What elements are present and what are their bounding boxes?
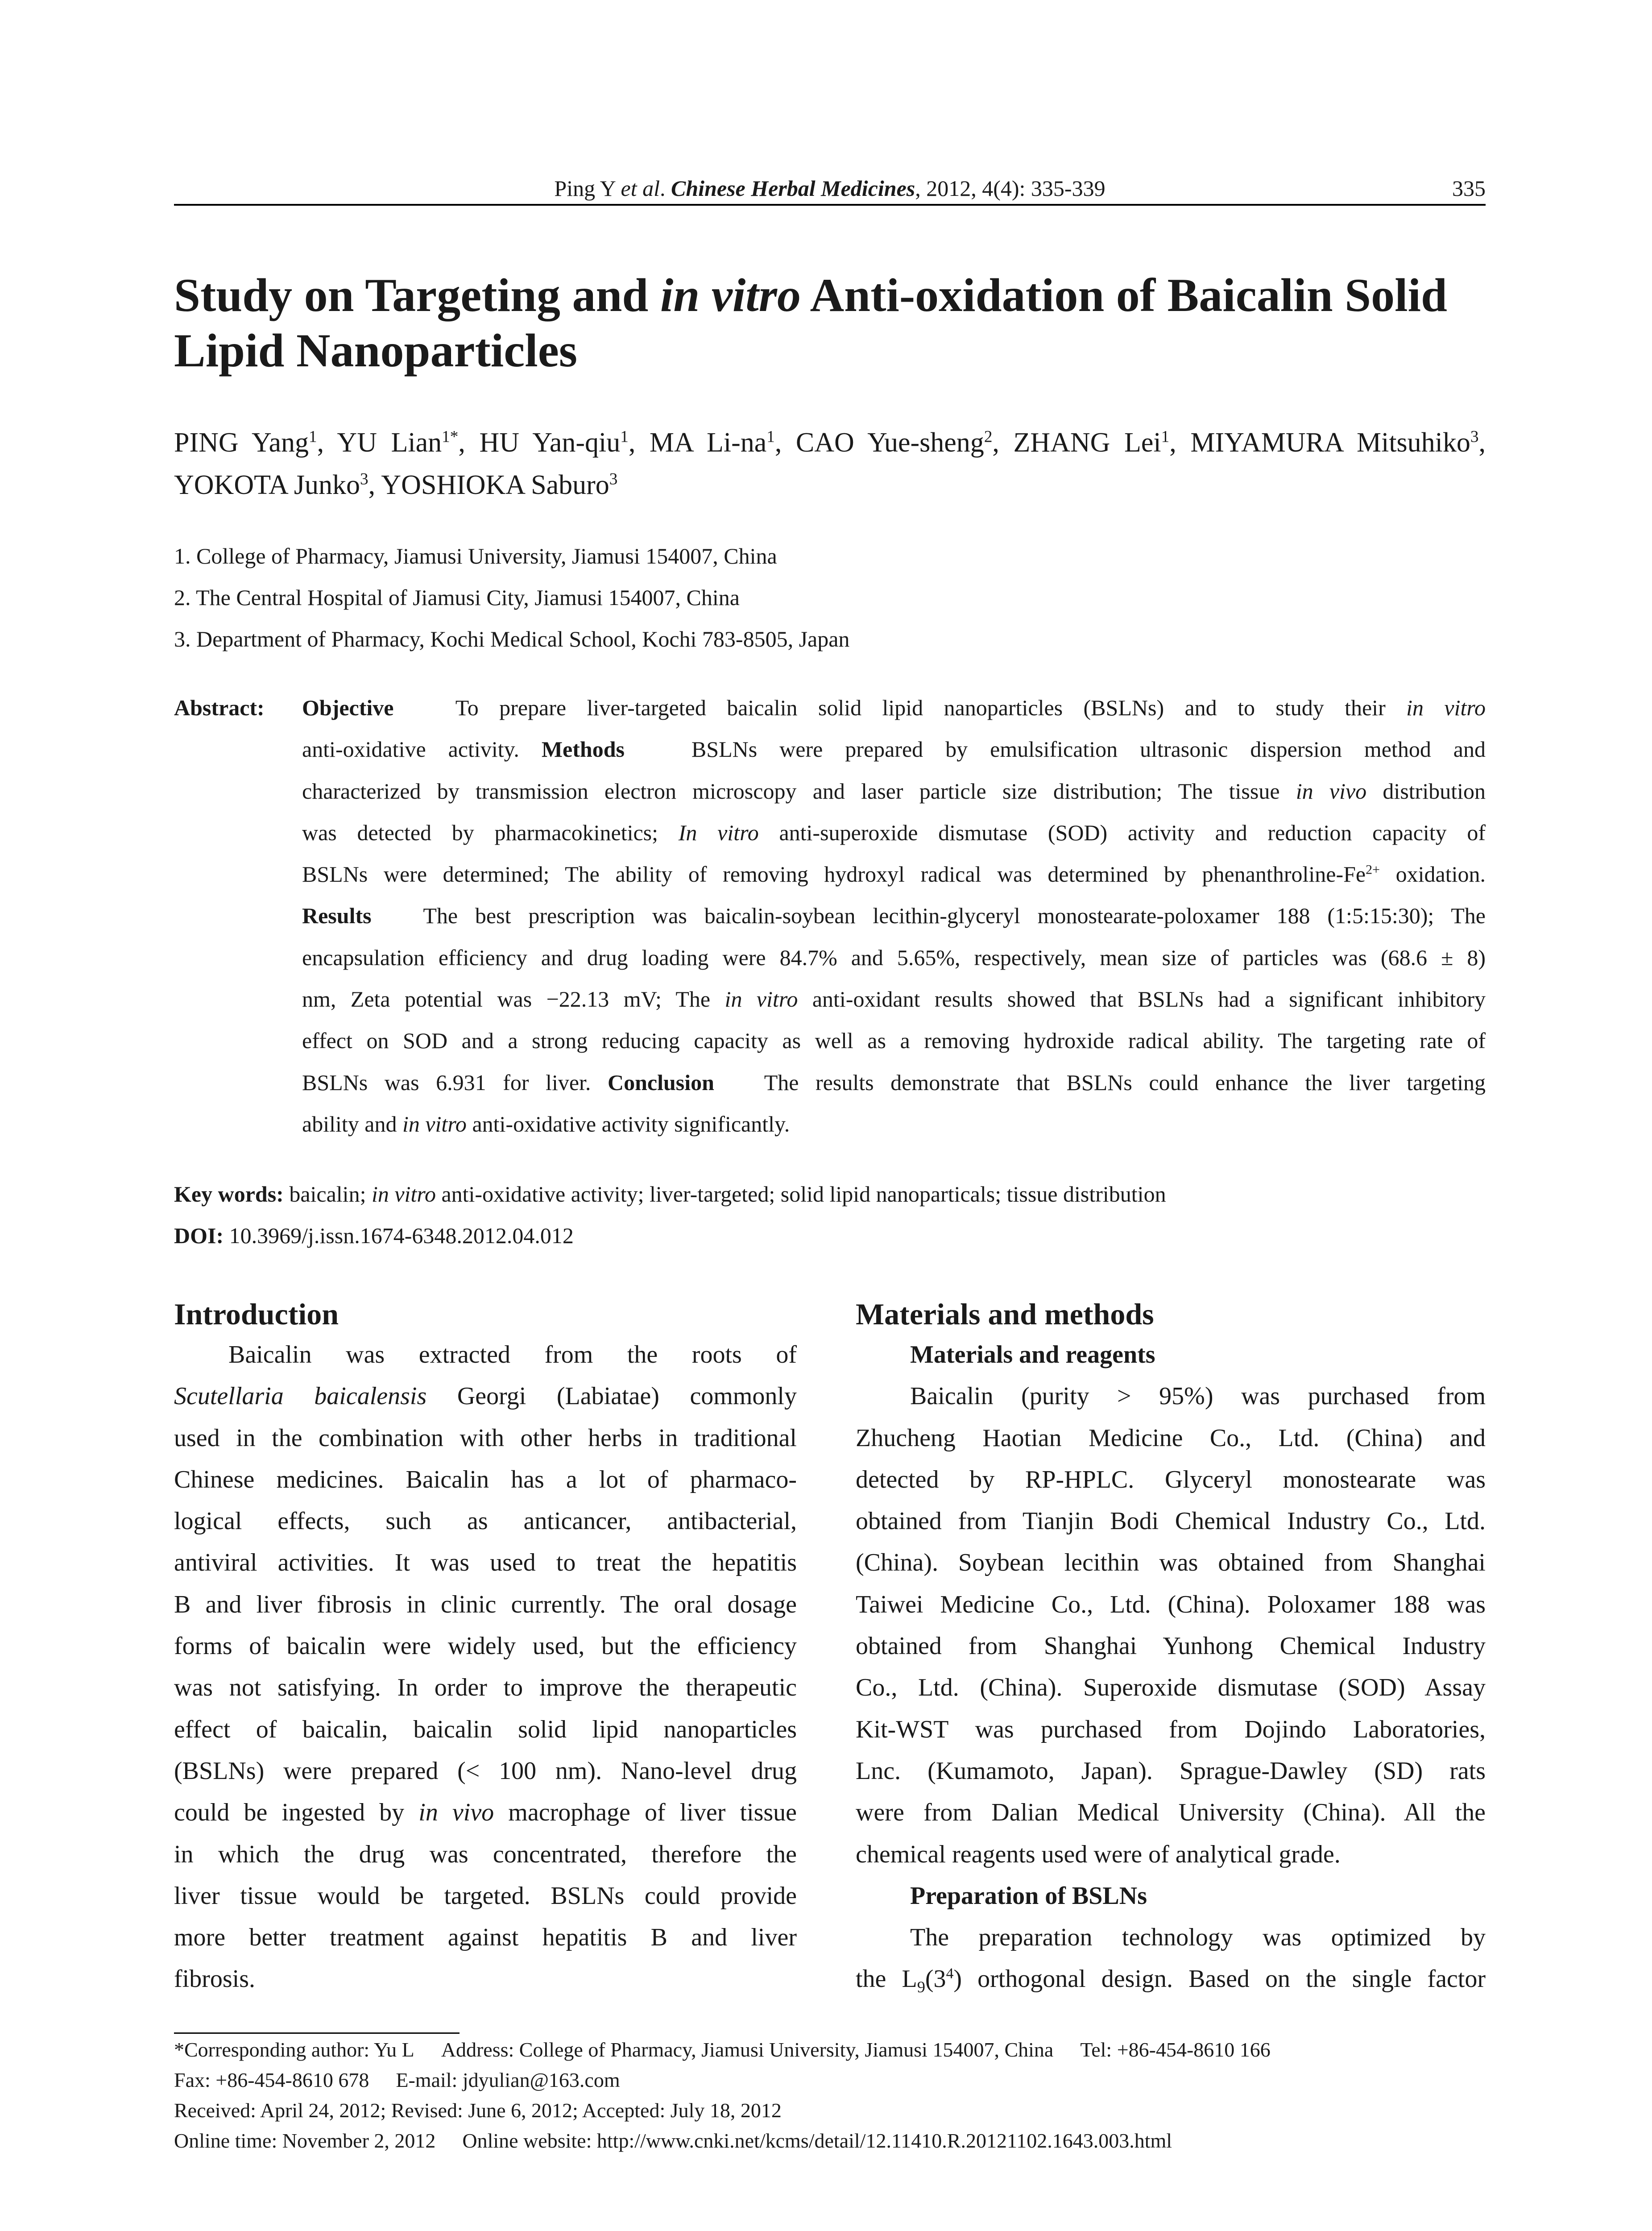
doi-value: 10.3969/j.issn.1674-6348.2012.04.012 bbox=[224, 1223, 574, 1248]
title-part-3: Anti-oxidation of Baicalin Solid Lipid Nanoparticles bbox=[174, 269, 1447, 377]
text-segment: Taiwei Medicine Co., Ltd. (China). Poloxamer 188 was bbox=[856, 1590, 1486, 1618]
text-segment: obtained from Shanghai Yunhong Chemical Industry bbox=[856, 1632, 1486, 1660]
text-segment: Conclusion bbox=[607, 1070, 714, 1095]
text-line bbox=[174, 1709, 797, 1750]
text-segment: used in the combination with other herbs in traditional bbox=[174, 1424, 797, 1452]
text-line bbox=[302, 687, 1486, 729]
running-header bbox=[174, 170, 1486, 206]
text-segment: The preparation technology was optimized by bbox=[910, 1924, 1486, 1952]
affiliation-line: 3. Department of Pharmacy, Kochi Medical School, Kochi 783-8505, Japan bbox=[174, 626, 850, 651]
text-segment: ) orthogonal design. Based on the single factor bbox=[953, 1965, 1486, 1993]
author-name: ZHANG Lei bbox=[1013, 427, 1161, 458]
title-part-1: Study on Targeting and bbox=[174, 269, 660, 321]
text-segment: anti-oxidative activity significantly. bbox=[466, 1111, 790, 1136]
text-line bbox=[174, 1626, 797, 1667]
text-segment: distribution bbox=[1366, 778, 1486, 804]
text-segment: Methods bbox=[541, 737, 625, 762]
right-column bbox=[856, 1294, 1486, 2000]
footnote-line bbox=[174, 2065, 1486, 2095]
text-line bbox=[856, 1459, 1486, 1501]
text-segment: (BSLNs) were prepared (< 100 nm). Nano-level drug bbox=[174, 1757, 797, 1785]
header-dot: . bbox=[660, 176, 671, 201]
paper-title bbox=[174, 268, 1486, 378]
text-line bbox=[856, 1834, 1486, 1875]
title-part-2: in vitro bbox=[660, 269, 801, 321]
introduction-heading: Introduction bbox=[174, 1297, 339, 1331]
text-segment: in vivo bbox=[418, 1799, 494, 1827]
text-line bbox=[302, 1020, 1486, 1062]
text-segment: The results demonstrate that BSLNs could enhance the liver targeting bbox=[714, 1070, 1486, 1095]
header-rule bbox=[174, 204, 1486, 206]
text-segment: in vitro bbox=[371, 1182, 436, 1207]
left-column bbox=[174, 1294, 797, 2000]
text-segment: BSLNs were prepared by emulsification ultrasonic dispersion method and bbox=[624, 737, 1486, 762]
text-line bbox=[302, 895, 1486, 937]
text-line bbox=[174, 1334, 797, 1376]
text-line bbox=[856, 1792, 1486, 1833]
header-volume: , 2012, 4(4): 335-339 bbox=[915, 176, 1105, 201]
text-segment: Fax: +86-454-8610 678 bbox=[174, 2069, 369, 2091]
text-segment: obtained from Tianjin Bodi Chemical Industry Co., Ltd. bbox=[856, 1507, 1486, 1535]
text-segment: Objective bbox=[302, 695, 394, 720]
text-segment: detected by RP-HPLC. Glyceryl monostearate was bbox=[856, 1465, 1486, 1493]
author-affiliation-mark: 1 bbox=[1161, 427, 1170, 446]
author-name: MIYAMURA Mitsuhiko bbox=[1190, 427, 1470, 458]
text-line bbox=[856, 1750, 1486, 1792]
text-segment: was detected by pharmacokinetics; bbox=[302, 820, 679, 845]
text-line bbox=[174, 1834, 797, 1875]
text-segment: baicalin; bbox=[283, 1182, 372, 1207]
text-line bbox=[302, 771, 1486, 812]
text-line bbox=[174, 1792, 797, 1833]
text-line bbox=[174, 1376, 797, 1417]
text-line bbox=[174, 1667, 797, 1708]
text-segment: the L bbox=[856, 1965, 917, 1993]
text-segment: in vitro bbox=[402, 1111, 467, 1136]
text-segment: 2+ bbox=[1366, 862, 1380, 877]
text-segment: was not satisfying. In order to improve the therapeutic bbox=[174, 1674, 797, 1702]
text-line bbox=[856, 1667, 1486, 1708]
text-segment: Scutellaria baicalensis bbox=[174, 1382, 427, 1410]
author-affiliation-mark: 3 bbox=[1470, 427, 1479, 446]
preparation-text bbox=[856, 1917, 1486, 2000]
author-affiliation-mark: 2 bbox=[984, 427, 993, 446]
text-segment: In vitro bbox=[678, 820, 759, 845]
text-segment: in vitro bbox=[1406, 695, 1486, 720]
footnote-rule bbox=[174, 2032, 460, 2034]
text-line bbox=[302, 812, 1486, 854]
doi-label: DOI: bbox=[174, 1223, 224, 1248]
affiliation-line: 2. The Central Hospital of Jiamusi City, Jiamusi 154007, China bbox=[174, 585, 740, 610]
text-segment: *Corresponding author: Yu L bbox=[174, 2038, 414, 2061]
text-segment: effect of baicalin, baicalin solid lipid nanoparticles bbox=[174, 1715, 797, 1743]
text-line bbox=[856, 1584, 1486, 1626]
text-line bbox=[302, 854, 1486, 895]
materials-reagents-text bbox=[856, 1376, 1486, 1875]
text-segment: antiviral activities. It was used to treat the hepatitis bbox=[174, 1549, 797, 1577]
text-line bbox=[856, 1626, 1486, 1667]
text-segment: nm, Zeta potential was −22.13 mV; The bbox=[302, 987, 725, 1012]
author-affiliation-mark: 1 bbox=[766, 427, 775, 446]
text-line bbox=[302, 979, 1486, 1020]
text-segment: Results bbox=[302, 903, 372, 929]
text-line bbox=[856, 1542, 1486, 1584]
text-line bbox=[302, 729, 1486, 770]
text-segment: Georgi (Labiatae) commonly bbox=[426, 1382, 797, 1410]
text-line bbox=[174, 1459, 797, 1501]
text-segment: Received: April 24, 2012; Revised: June 6, 2012; Accepted: July 18, 2012 bbox=[174, 2099, 782, 2122]
text-segment: in vivo bbox=[1296, 778, 1367, 804]
text-segment: forms of baicalin were widely used, but the efficiency bbox=[174, 1632, 797, 1660]
text-segment: anti-superoxide dismutase (SOD) activity and reduction capacity of bbox=[758, 820, 1486, 845]
author-name: YU Lian bbox=[337, 427, 442, 458]
text-segment: anti-oxidative activity; liver-targeted; solid lipid nanoparticals; tissue distribution bbox=[435, 1182, 1166, 1207]
text-segment: Online website: http://www.cnki.net/kcms/detail/12.11410.R.20121102.1643.003.html bbox=[462, 2129, 1172, 2152]
text-segment: oxidation. bbox=[1380, 862, 1486, 887]
text-segment: effect on SOD and a strong reducing capacity as well as a removing hydroxide radical ability. The targeting rate of bbox=[302, 1028, 1486, 1053]
text-segment: anti-oxidative activity. bbox=[302, 737, 542, 762]
text-segment: macrophage of liver tissue bbox=[494, 1799, 797, 1827]
keywords-block bbox=[174, 1174, 1486, 1256]
text-line bbox=[174, 1958, 797, 2000]
text-segment: encapsulation efficiency and drug loading were 84.7% and 5.65%, respectively, mean size of particles was (68.6 ± 8) bbox=[302, 945, 1486, 970]
text-segment: (3 bbox=[925, 1965, 946, 1993]
author-name: CAO Yue-sheng bbox=[795, 427, 984, 458]
footnotes bbox=[174, 2035, 1486, 2156]
keywords-label: Key words: bbox=[174, 1182, 284, 1207]
header-author: Ping Y bbox=[554, 176, 621, 201]
text-line bbox=[302, 1062, 1486, 1103]
header-citation bbox=[174, 175, 1486, 202]
author-affiliation-mark: 1 bbox=[620, 427, 629, 446]
author-affiliation-mark: 1* bbox=[442, 427, 459, 446]
header-journal: Chinese Herbal Medicines bbox=[671, 176, 915, 201]
text-segment: chemical reagents used were of analytical grade. bbox=[856, 1840, 1341, 1868]
text-segment: BSLNs were determined; The ability of removing hydroxyl radical was determined by phenanthroline-Fe bbox=[302, 862, 1366, 887]
author-name: PING Yang bbox=[174, 427, 309, 458]
affiliations bbox=[174, 535, 1486, 660]
text-line bbox=[174, 1418, 797, 1459]
text-segment: BSLNs was 6.931 for liver. bbox=[302, 1070, 608, 1095]
text-segment: Online time: November 2, 2012 bbox=[174, 2129, 436, 2152]
text-segment: Address: College of Pharmacy, Jiamusi University, Jiamusi 154007, China bbox=[441, 2038, 1054, 2061]
text-segment: Zhucheng Haotian Medicine Co., Ltd. (China) and bbox=[856, 1424, 1486, 1452]
doi-line bbox=[174, 1215, 1486, 1256]
text-segment: liver tissue would be targeted. BSLNs could provide bbox=[174, 1882, 797, 1910]
text-line bbox=[174, 1542, 797, 1584]
text-line bbox=[174, 1501, 797, 1542]
author-affiliation-mark: 3 bbox=[360, 470, 368, 489]
text-segment: Kit-WST was purchased from Dojindo Laboratories, bbox=[856, 1715, 1486, 1743]
text-segment: Tel: +86-454-8610 166 bbox=[1080, 2038, 1271, 2061]
author-name: MA Li-na bbox=[649, 427, 767, 458]
text-segment: Baicalin was extracted from the roots of bbox=[228, 1341, 797, 1368]
text-line bbox=[856, 1418, 1486, 1459]
text-line bbox=[302, 937, 1486, 979]
text-segment: anti-oxidant results showed that BSLNs had a significant inhibitory bbox=[798, 987, 1486, 1012]
text-line bbox=[174, 1584, 797, 1626]
text-segment: ability and bbox=[302, 1111, 402, 1136]
footnote-line bbox=[174, 2035, 1486, 2065]
preparation-heading: Preparation of BSLNs bbox=[910, 1882, 1147, 1910]
text-segment: The best prescription was baicalin-soybean lecithin-glyceryl monostearate-poloxamer 188 (1:5:15:30); The bbox=[371, 903, 1486, 929]
page-number: 335 bbox=[1452, 176, 1486, 201]
abstract-label: Abstract: bbox=[174, 695, 265, 720]
text-segment: 9 bbox=[917, 1978, 925, 1996]
text-segment: could be ingested by bbox=[174, 1799, 419, 1827]
text-segment: were from Dalian Medical University (China). All the bbox=[856, 1799, 1486, 1827]
abstract-body bbox=[302, 687, 1486, 1145]
text-segment: in vitro bbox=[725, 987, 798, 1012]
text-segment: 4 bbox=[946, 1965, 954, 1982]
text-line bbox=[856, 1376, 1486, 1417]
author-list: PING Yang$^1$, YU Lian$^{1*}$, HU Yan-qiu$^1$, MA $Li-na^1$, CAO Yue-sheng$^2$, ZHANG Lei$^1$, MIYAMURA Mitsuhiko$^3$, YOKOTA Junko$^3$, YOSHIOKA Saburo$^3$ bbox=[174, 427, 1486, 500]
text-line bbox=[174, 1917, 797, 1958]
footnote-line bbox=[174, 2126, 1486, 2156]
text-segment: fibrosis. bbox=[174, 1965, 255, 1993]
text-segment: logical effects, such as anticancer, antibacterial, bbox=[174, 1507, 797, 1535]
text-segment: Co., Ltd. (China). Superoxide dismutase (SOD) Assay bbox=[856, 1674, 1486, 1702]
text-segment: Lnc. (Kumamoto, Japan). Sprague-Dawley (SD) rats bbox=[856, 1757, 1486, 1785]
text-line bbox=[174, 1750, 797, 1792]
author-affiliation-mark: 1 bbox=[309, 427, 317, 446]
author-name: YOSHIOKA Saburo bbox=[381, 470, 609, 500]
text-line bbox=[856, 1917, 1486, 1958]
text-segment: characterized by transmission electron microscopy and laser particle size distribution; The tissue bbox=[302, 778, 1296, 804]
text-segment: Chinese medicines. Baicalin has a lot of pharmaco- bbox=[174, 1465, 797, 1493]
footnote-line bbox=[174, 2095, 1486, 2126]
text-segment: E-mail: jdyulian@163.com bbox=[396, 2069, 620, 2091]
text-line bbox=[174, 1875, 797, 1917]
text-segment: Baicalin (purity > 95%) was purchased from bbox=[910, 1382, 1486, 1410]
text-segment: To prepare liver-targeted baicalin solid lipid nanoparticles (BSLNs) and to study their bbox=[393, 695, 1407, 720]
materials-reagents-heading: Materials and reagents bbox=[910, 1341, 1155, 1368]
text-line bbox=[856, 1501, 1486, 1542]
author-affiliation-mark: 3 bbox=[609, 470, 618, 489]
text-segment: (China). Soybean lecithin was obtained from Shanghai bbox=[856, 1549, 1486, 1577]
introduction-text bbox=[174, 1334, 797, 2000]
affiliation-line: 1. College of Pharmacy, Jiamusi University, Jiamusi 154007, China bbox=[174, 543, 777, 568]
text-line bbox=[856, 1958, 1486, 2000]
author-name: HU Yan-qiu bbox=[479, 427, 621, 458]
author-name: YOKOTA Junko bbox=[174, 470, 360, 500]
text-segment: in which the drug was concentrated, therefore the bbox=[174, 1840, 797, 1868]
keywords-line bbox=[174, 1174, 1486, 1215]
text-line bbox=[302, 1103, 1486, 1145]
text-segment: B and liver fibrosis in clinic currently. The oral dosage bbox=[174, 1590, 797, 1618]
text-segment: more better treatment against hepatitis B and liver bbox=[174, 1924, 797, 1952]
header-etal: et al bbox=[621, 176, 660, 201]
materials-heading: Materials and methods bbox=[856, 1297, 1154, 1331]
text-line bbox=[856, 1709, 1486, 1750]
